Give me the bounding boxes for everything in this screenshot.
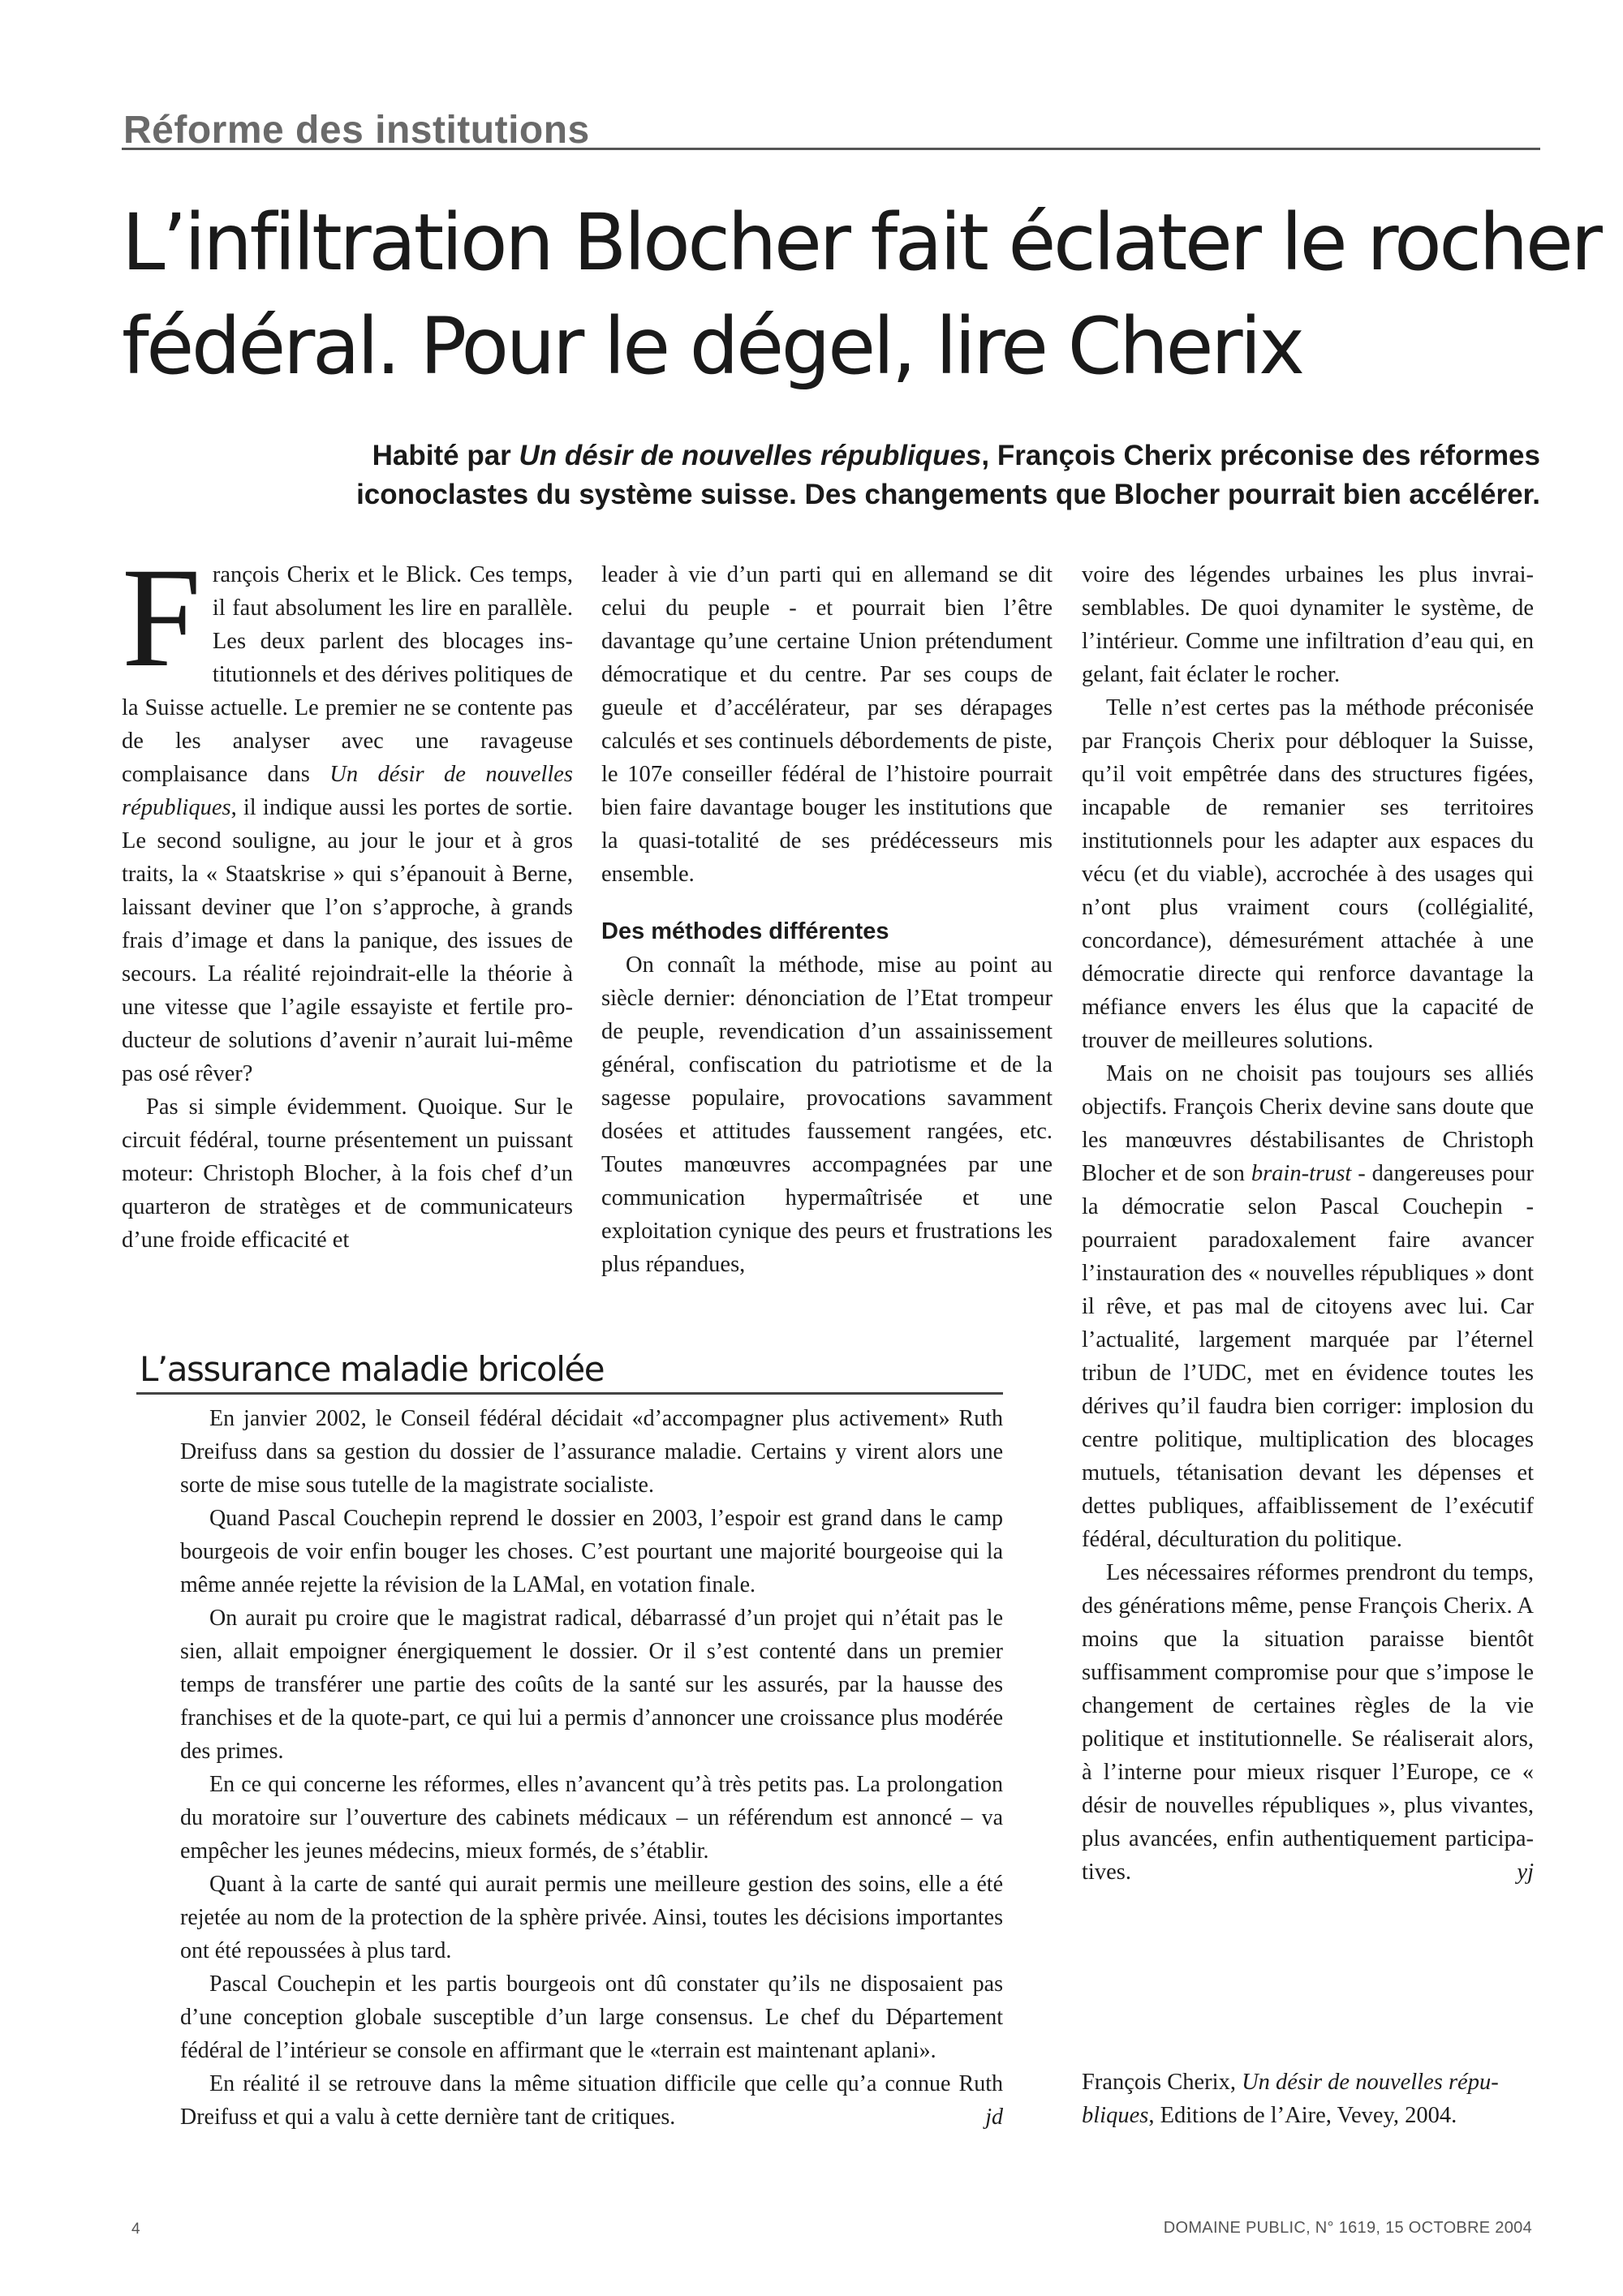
lead-line-2: iconoclastes du système suisse. Des changements que Blocher pourrait bien accélérer.: [356, 479, 1540, 510]
article-column-1: [122, 539, 574, 1257]
article-column-3: [1082, 558, 1534, 1889]
box-paragraph: En janvier 2002, le Conseil fédéral décidait «d’accompagner plus activement» Ruth Dreifuss dans sa gestion du dossier de l’assurance maladie. Certains y virent alors une sorte de mise sous tutelle de la magistrate socialiste.: [180, 1406, 1003, 1498]
article-paragraph: On connaît la méthode, mise au point au siècle dernier: dénonciation de l’Etat trompeur de peuple, revendication d’un assainissement général, confiscation du patriotisme et de la sagesse populaire, provocations savamment dosées et attitudes faussement rangées, etc. Toutes manœuvres accompagnées par une communication hypermaîtrisée et une exploitation cynique des peurs et frustrations les plus répandues,: [601, 952, 1053, 1277]
lead-line-1: [122, 436, 1540, 475]
box-title-bar: [136, 1340, 1003, 1395]
paragraph-text: , il indique aussi les portes de sortie. Le second souligne, au jour le jour et à gros traits, la « Staatskrise » qui s’épanouit à Berne, laissant deviner que l’on s’approche, à grands frais d’image et dans la panique, des issues de secours. La réalité rejoindrait-elle la théorie à une vitesse que l’agile essayiste et fertile producteur de solutions d’avenir n’aurait lui-même pas osé rêver?: [122, 795, 573, 1086]
box-paragraph: En ce qui concerne les réformes, elles n’avancent qu’à très petits pas. La prolongation du moratoire sur l’ouverture des cabinets médicaux – un référendum est annoncé – va empêcher les jeunes médecins, mieux formés, de s’établir.: [180, 1772, 1003, 1864]
box-article-body: [180, 1402, 1003, 2134]
paragraph-text: rançois Cherix et le Blick. Ces temps, il faut absolument les lire en parallèle. Les deux parlent des blocages institutionnels et des dérives politiques de la Suisse actuelle. Le premier ne se contente pas de les analyser avec une ravageuse complaisance dans: [122, 562, 573, 787]
article-paragraph: [1082, 1556, 1534, 1889]
article-paragraph: Pas si simple évidemment. Quoique. Sur le circuit fédéral, tourne présentement un puissant moteur: Christoph Blocher, à la fois chef d’un quarteron de stratèges et de communicateurs d’une froide efficacité et: [122, 1094, 573, 1253]
headline-line-2: fédéral. Pour le dégel, lire Cherix: [122, 301, 1302, 392]
headline-line-1: L’infiltration Blocher fait éclater le rocher: [122, 197, 1600, 288]
box-paragraph: On aurait pu croire que le magistrat radical, débarrassé d’un projet qui n’était pas le sien, allait empoigner énergiquement le dossier. Or il s’est contenté dans un premier temps de transférer une partie des coûts de la santé sur les assurés, par la hausse des franchises et de la quote-part, ce qui lui a permis d’annoncer une croissance plus modérée des primes.: [180, 1606, 1003, 1764]
section-label: Réforme des institutions: [123, 109, 590, 152]
lead-text: , François Cherix préconise des réformes: [981, 440, 1540, 471]
article-paragraph: Telle n’est certes pas la méthode préconisée par François Cherix pour débloquer la Suisse, qu’il voit empêtrée dans des structures figées, incapable de remanier ses territoires institutionnels pour les adapter aux espaces du vécu (et du viable), accrochée à des usages qui n’ont plus vraiment cours (collégialité, concordance), démesurément attachée à une démocratie directe qui renforce davantage la méfiance envers les élus que la capacité de trouver de meilleures solutions.: [1082, 695, 1534, 1053]
article-paragraph: voire des légendes urbaines les plus invraisemblables. De quoi dynamiter le système, de l’intérieur. Comme une infiltration d’eau qui, en gelant, fait éclater le rocher.: [1082, 562, 1534, 687]
paragraph-text: Les nécessaires réformes prendront du temps, des générations même, pense François Cherix. A moins que la situation paraisse bientôt suffisamment compromise pour que s’impose le changement de certaines règles de la vie politique et institutionnelle. Se réaliserait alors, à l’interne pour mieux risquer l’Europe, ce « désir de nouvelles républiques », plus vivantes, plus avancées, enfin authentiquement participatives.: [1082, 1560, 1534, 1885]
reference-publisher: , Editions de l’Aire, Vevey, 2004.: [1148, 2103, 1457, 2128]
section-header: [122, 97, 1540, 150]
article-paragraph: [1082, 1057, 1534, 1556]
paragraph-text: En réalité il se retrouve dans la même situation difficile que celle qu’a connue Ruth Dreifuss et qui a valu à cette dernière tant de critiques.: [180, 2071, 1003, 2130]
box-paragraph: Pascal Couchepin et les partis bourgeois ont dû constater qu’ils ne disposaient pas d’une conception globale susceptible d’un large consensus. Le chef du Département fédéral de l’intérieur se console en affirmant que le «terrain est maintenant aplani».: [180, 1971, 1003, 2063]
box-title: L’assurance maladie bricolée: [140, 1349, 605, 1389]
lead-text: Habité par: [372, 440, 519, 471]
book-reference: [1082, 2066, 1534, 2132]
box-paragraph: Quant à la carte de santé qui aurait permis une meilleure gestion des soins, elle a été rejetée au nom de la protection de la sphère privée. Ainsi, toutes les décisions importantes ont été repoussées à plus tard.: [180, 1872, 1003, 1963]
article-subheading: Des méthodes différentes: [601, 918, 889, 944]
book-title: Un désir de nouvelles républiques: [122, 762, 574, 820]
italic-term: brain-trust: [1251, 1161, 1352, 1186]
paragraph-text: - dangereuses pour la démocratie selon Pascal Couchepin - pourraient paradoxalement faire avancer l’instauration des « nouvelles républiques » dont il rêve, et pas mal de citoyens avec lui. Car l’actualité, largement marquée par l’éternel tribun de l’UDC, met en évidence toutes les dérives qu’il faudra bien corriger: implosion du centre politique, multiplication des blocages mutuels, tétanisation devant les dépenses et dettes publiques, affaiblissement de l’exécutif fédéral, déculturation du politique.: [1082, 1161, 1534, 1552]
article-lead: [122, 436, 1540, 514]
box-paragraph: Quand Pascal Couchepin reprend le dossier en 2003, l’espoir est grand dans le camp bourgeois de voir enfin bouger les choses. C’est pourtant une majorité bourgeoise qui la même année rejette la révision de la LAMal, en votation finale.: [180, 1506, 1003, 1597]
author-signature: yj: [1517, 1860, 1534, 1885]
lead-book-title: Un désir de nouvelles républiques: [519, 440, 982, 471]
reference-author: François Cherix,: [1082, 2070, 1242, 2095]
publication-info: DOMAINE PUBLIC, N° 1619, 15 OCTOBRE 2004: [1163, 2219, 1532, 2237]
article-paragraph: leader à vie d’un parti qui en allemand se dit celui du peuple - et pourrait bien l’être davantage qu’une certaine Union prétendument démocratique et du centre. Par ses coups de gueule et d’accélérateur, par ses dérapages calculés et ses continuels débordements de piste, le 107e conseiller fédéral de l’histoire pourrait bien faire davantage bouger les institutions que la quasi-totalité de ses prédécesseurs mis ensemble.: [601, 562, 1053, 887]
page-number: 4: [131, 2221, 140, 2238]
box-paragraph: [180, 2067, 1003, 2134]
drop-cap: F: [122, 539, 201, 697]
paragraph-text: Mais on ne choisit pas toujours ses alliés objectifs. François Cherix devine sans doute que les manœuvres déstabilisantes de Christoph Blocher et de son: [1082, 1061, 1534, 1186]
article-paragraph: [122, 539, 574, 1090]
reference-title: Un désir de nouvelles républiques: [1082, 2070, 1499, 2128]
article-headline: [122, 191, 1600, 398]
box-signature: jd: [985, 2105, 1003, 2130]
article-column-2: [601, 558, 1053, 1281]
